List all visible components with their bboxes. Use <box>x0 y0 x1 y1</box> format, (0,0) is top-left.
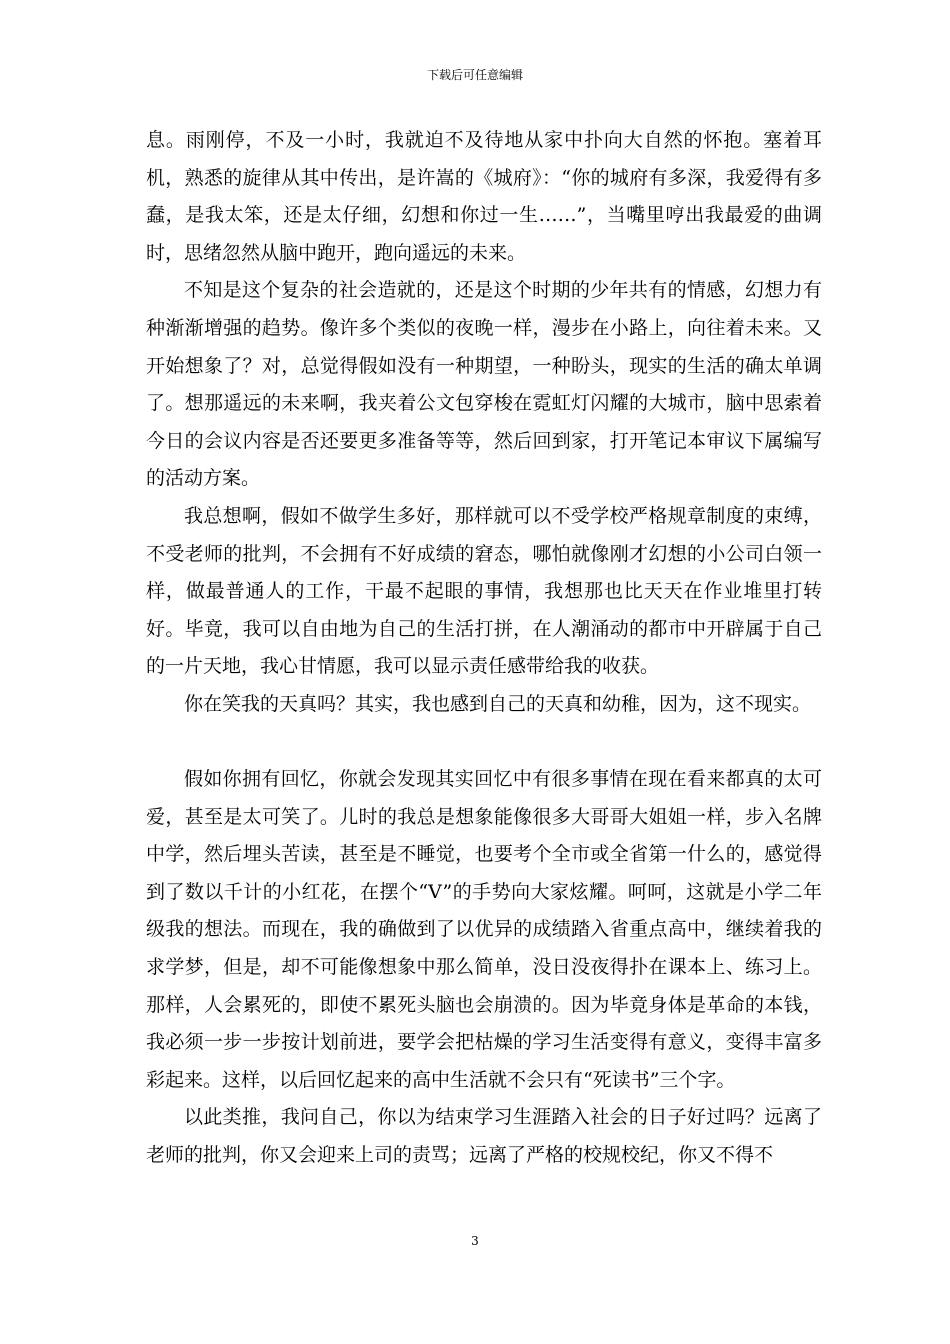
document-body <box>146 122 822 1175</box>
paragraph-2: 不知是这个复杂的社会造就的，还是这个时期的少年共有的情感，幻想力有种渐渐增强的趋势。像许多个类似的夜晚一样，漫步在小路上，向往着未来。又开始想象了？对，总觉得假如没有一种期望，一种盼头，现实的生活的确太单调了。想那遥远的未来啊，我夹着公文包穿梭在霓虹灯闪耀的大城市，脑中思索着今日的会议内容是否还要更多准备等等，然后回到家，打开笔记本审议下属编写的活动方案。 <box>146 279 822 490</box>
page-header: 下载后可任意编辑 <box>426 68 523 82</box>
paragraph-5: 假如你拥有回忆，你就会发现其实回忆中有很多事情在现在看来都真的太可爱，甚至是太可笑了。儿时的我总是想象能像很多大哥哥大姐姐一样，步入名牌中学，然后埋头苦读，甚至是不睡觉，也要考个全市或全省第一什么的，感觉得到了数以千计的小红花，在摆个“V”的手势向大家炫耀。呵呵，这就是小学二年级我的想法。而现在，我的确做到了以优异的成绩踏入省重点高中，继续着我的求学梦，但是，却不可能像想象中那么简单，没日没夜得扑在课本上、练习上。那样，人会累死的，即使不累死头脑也会崩溃的。因为毕竟身体是革命的本钱，我必须一步一步按计划前进，要学会把枯燥的学习生活变得有意义，变得丰富多彩起来。这样，以后回忆起来的高中生活就不会只有“死读书”三个字。 <box>146 768 822 1091</box>
paragraph-6: 以此类推，我问自己，你以为结束学习生涯踏入社会的日子好过吗？远离了老师的批判，你又会迎来上司的责骂；远离了严格的校规校纪，你又不得不 <box>146 1106 822 1167</box>
paragraph-gap <box>146 724 822 762</box>
paragraph-3: 我总想啊，假如不做学生多好，那样就可以不受学校严格规章制度的束缚，不受老师的批判，不会拥有不好成绩的窘态，哪怕就像刚才幻想的小公司白领一样，做最普通人的工作，干最不起眼的事情，我想那也比天天在作业堆里打转好。毕竟，我可以自由地为自己的生活打拼，在人潮涌动的都市中开辟属于自己的一片天地，我心甘情愿，我可以显示责任感带给我的收获。 <box>146 504 822 678</box>
page-number: 3 <box>471 1234 479 1248</box>
paragraph-4: 你在笑我的天真吗？其实，我也感到自己的天真和幼稚，因为，这不现实。 <box>184 692 812 715</box>
paragraph-1: 息。雨刚停，不及一小时，我就迫不及待地从家中扑向大自然的怀抱。塞着耳机，熟悉的旋律从其中传出，是许嵩的《城府》：“你的城府有多深，我爱得有多蠢，是我太笨，还是太仔细，幻想和你过一生……”，当嘴里哼出我最爱的曲调时，思绪忽然从脑中跑开，跑向遥远的未来。 <box>146 129 822 264</box>
